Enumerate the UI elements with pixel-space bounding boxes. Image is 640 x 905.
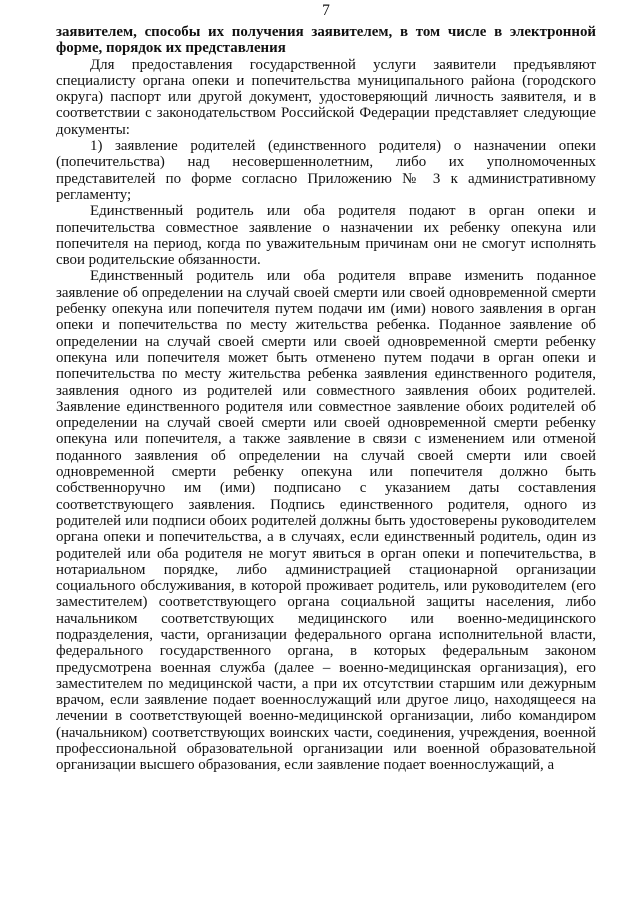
section-heading: заявителем, способы их получения заявителем, в том числе в электронной форме, порядок их представления: [56, 24, 596, 57]
paragraph-change-application: Единственный родитель или оба родителя вправе изменить поданное заявление об определении на случай своей смерти или своей одновременной смерти ребенку опекуна или попечителя путем подачи им (ими) нового заявления в орган опеки и попечительства по месту жительства ребенка. Поданное заявление об определении на случай своей смерти или своей одновременной смерти ребенку опекуна или попечителя может быть отменено путем подачи в орган опеки и попечительства по месту жительства ребенка заявления единственного родителя, заявления одного из родителей или совместного заявления обоих родителей. Заявление единственного родителя или совместное заявление обоих родителей об определении на случай своей смерти или своей одновременной смерти ребенку опекуна или попечителя, а также заявление в связи с изменением или отменой поданного заявления об определении на случай своей смерти или своей одновременной смерти ребенку опекуна или попечителя должно быть собственноручно им (ими) подписано с указанием даты составления соответствующего заявления. Подпись единственного родителя, одного из родителей или подписи обоих родителей должны быть удостоверены руководителем органа опеки и попечительства, а в случаях, если единственный родитель, один из родителей или оба родителя не могут явиться в орган опеки и попечительства, в нотариальном порядке, либо администрацией стационарной организации социального обслуживания, в которой проживает родитель, или руководителем (его заместителем) соответствующего органа социальной защиты населения, либо начальником соответствующих медицинского или военно-медицинского подразделения, части, организации федерального органа исполнительной власти, федерального государственного органа, в которых федеральным законом предусмотрена военная служба (далее – военно-медицинская организация), его заместителем по медицинской части, а при их отсутствии старшим или дежурным врачом, если заявление подает военнослужащий или другое лицо, находящееся на лечении в соответствующей военно-медицинской организации, либо командиром (начальником) соответствующих воинских части, соединения, учреждения, военной профессиональной образовательной организации или военной образовательной организации высшего образования, если заявление подает военнослужащий, а: [56, 268, 596, 774]
page-number: 7: [322, 2, 330, 19]
paragraph-documents-intro: Для предоставления государственной услуги заявители предъявляют специалисту органа опеки и попечительства муниципального района (городского округа) паспорт или другой документ, удостоверяющий личность заявителя, и в соответствии с законодательством Российской Федерации представляет следующие документы:: [56, 56, 596, 138]
paragraph-item-1-application: 1) заявление родителей (единственного родителя) о назначении опеки (попечительства) над несовершеннолетним, либо их уполномоченных представителей по форме согласно Приложению № 3 к административному регламенту;: [56, 138, 596, 203]
paragraph-parents-submit: Единственный родитель или оба родителя подают в орган опеки и попечительства совместное заявление о назначении их ребенку опекуна или попечителя на период, когда по уважительным причинам они не смогут исполнять свои родительские обязанности.: [56, 203, 596, 269]
document-page: [56, 0, 596, 774]
